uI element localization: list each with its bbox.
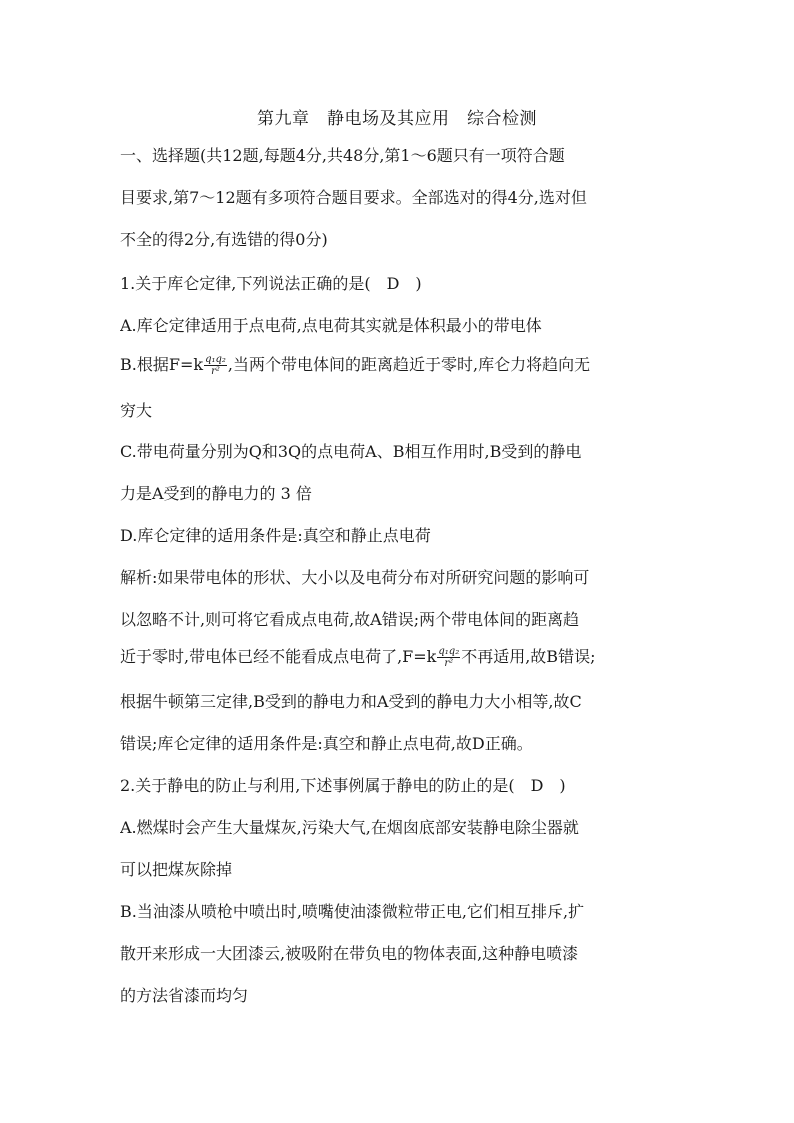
question-1-stem: 1.关于库仑定律,下列说法正确的是( D ) bbox=[120, 274, 422, 293]
question-1-analysis-line-2: 以忽略不计,则可将它看成点电荷,故A错误;两个带电体间的距离趋 bbox=[120, 610, 580, 629]
question-1-option-a: A.库仑定律适用于点电荷,点电荷其实就是体积最小的带电体 bbox=[120, 316, 542, 335]
option-b-prefix: B.根据F=k bbox=[120, 355, 204, 374]
section-instructions-line-3: 不全的得2分,有选错的得0分) bbox=[120, 230, 328, 249]
analysis-line-3-prefix: 近于零时,带电体已经不能看成点电荷了,F=k bbox=[120, 647, 437, 666]
analysis-line-3-suffix: 不再适用,故B错误; bbox=[461, 647, 596, 666]
question-2-option-b-line-2: 散开来形成一大团漆云,被吸附在带负电的物体表面,这种静电喷漆 bbox=[120, 944, 579, 963]
question-2-stem: 2.关于静电的防止与利用,下述事例属于静电的防止的是( D ) bbox=[120, 776, 566, 795]
question-2-option-b-line-3: 的方法省漆而均匀 bbox=[120, 986, 249, 1005]
question-1-option-b-line-2: 穷大 bbox=[120, 401, 153, 420]
formula-numerator: q₁q₂ bbox=[205, 354, 226, 365]
question-1-analysis-line-1: 解析:如果带电体的形状、大小以及电荷分布对所研究问题的影响可 bbox=[120, 568, 590, 587]
question-1-analysis-line-5: 错误;库仑定律的适用条件是:真空和静止点电荷,故D正确。 bbox=[120, 734, 533, 753]
question-1-option-c-line-1: C.带电荷量分别为Q和3Q的点电荷A、B相互作用时,B受到的静电 bbox=[120, 442, 582, 461]
option-b-suffix: ,当两个带电体间的距离趋近于零时,库仑力将趋向无 bbox=[227, 355, 591, 374]
question-1-option-d: D.库仑定律的适用条件是:真空和静止点电荷 bbox=[120, 526, 431, 545]
page-title: 第九章 静电场及其应用 综合检测 bbox=[257, 109, 537, 129]
formula-denominator-analysis: r² bbox=[444, 658, 454, 669]
question-1-option-c-line-2: 力是A受到的静电力的 3 倍 bbox=[120, 484, 312, 503]
formula-denominator: r² bbox=[211, 366, 220, 377]
question-2-option-a-line-1: A.燃煤时会产生大量煤灰,污染大气,在烟囱底部安装静电除尘器就 bbox=[120, 818, 579, 837]
question-1-option-b bbox=[120, 354, 680, 384]
coulomb-formula-fraction-analysis bbox=[437, 646, 460, 669]
section-instructions-line-1: 一、选择题(共12题,每题4分,共48分,第1～6题只有一项符合题 bbox=[120, 146, 565, 165]
question-1-analysis-line-3 bbox=[120, 646, 680, 676]
question-1-analysis-line-4: 根据牛顿第三定律,B受到的静电力和A受到的静电力大小相等,故C bbox=[120, 692, 582, 711]
question-2-option-b-line-1: B.当油漆从喷枪中喷出时,喷嘴使油漆微粒带正电,它们相互排斥,扩 bbox=[120, 902, 585, 921]
formula-numerator-analysis: q₁q₂ bbox=[438, 646, 460, 657]
question-2-option-a-line-2: 可以把煤灰除掉 bbox=[120, 860, 233, 879]
coulomb-formula-fraction bbox=[204, 354, 227, 377]
section-instructions-line-2: 目要求,第7～12题有多项符合题目要求。全部选对的得4分,选对但 bbox=[120, 188, 587, 207]
